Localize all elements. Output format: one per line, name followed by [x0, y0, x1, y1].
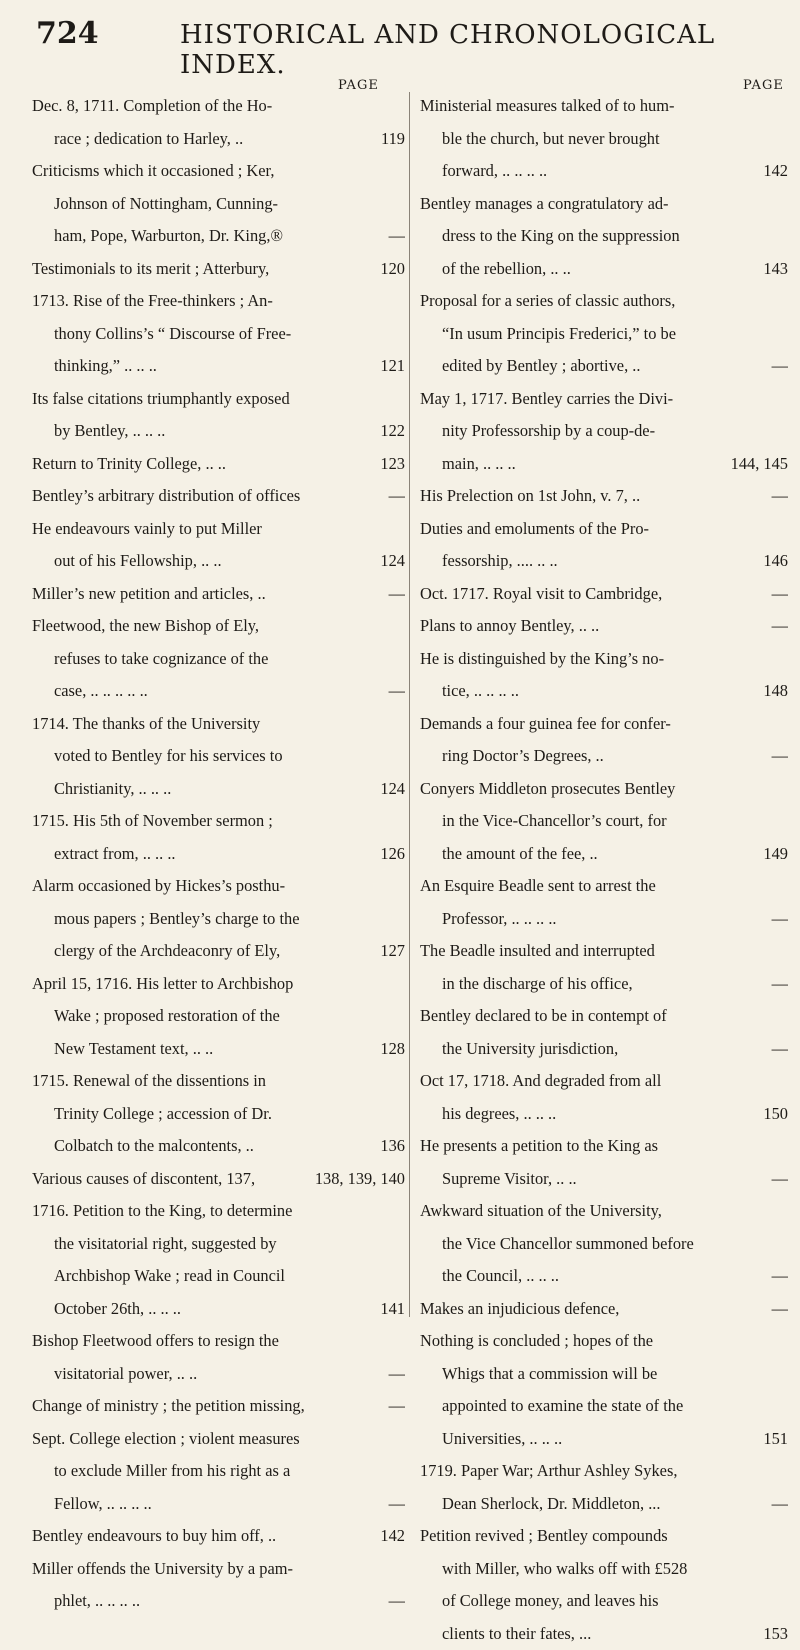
entry-page-ref: 119: [375, 123, 405, 156]
entry-line: [420, 740, 788, 773]
entry-text: May 1, 1717. Bentley carries the Divi-: [420, 383, 788, 416]
index-entry: [32, 1520, 405, 1553]
index-entry: [420, 513, 788, 578]
entry-text: the amount of the fee, ..: [442, 838, 598, 871]
entry-line: [420, 1163, 788, 1196]
entry-line: [420, 968, 788, 1001]
index-entry: [32, 1325, 405, 1390]
entry-line: [32, 1390, 405, 1423]
entry-page-ref: 153: [757, 1618, 788, 1650]
index-entry: [420, 1195, 788, 1293]
entry-text: Awkward situation of the University,: [420, 1195, 788, 1228]
index-entry: [32, 1553, 405, 1618]
index-entry: [32, 155, 405, 253]
entry-text: His Prelection on 1st John, v. 7, ..: [420, 480, 640, 513]
entry-line: [420, 545, 788, 578]
entry-line: [32, 480, 405, 513]
entry-text: Bishop Fleetwood offers to resign the: [32, 1325, 405, 1358]
entry-text: Whigs that a commission will be: [420, 1358, 788, 1391]
entry-page-ref: —: [766, 350, 788, 383]
entry-line: [420, 1098, 788, 1131]
entry-text: with Miller, who walks off with £528: [420, 1553, 788, 1586]
entry-text: out of his Fellowship, .. ..: [54, 545, 222, 578]
index-entry: [32, 480, 405, 513]
entry-text: Fleetwood, the new Bishop of Ely,: [32, 610, 405, 643]
entry-text: Dec. 8, 1711. Completion of the Ho-: [32, 90, 405, 123]
entry-line: [32, 1488, 405, 1521]
entry-text: in the Vice-Chancellor’s court, for: [420, 805, 788, 838]
entry-text: edited by Bentley ; abortive, ..: [442, 350, 640, 383]
entry-text: Alarm occasioned by Hickes’s posthu-: [32, 870, 405, 903]
entry-line: [32, 1033, 405, 1066]
entry-text: by Bentley, .. .. ..: [54, 415, 165, 448]
entry-text: Fellow, .. .. .. ..: [54, 1488, 152, 1521]
entry-line: [32, 123, 405, 156]
index-entry: [420, 1325, 788, 1455]
entry-line: [420, 610, 788, 643]
index-entry: [32, 1163, 405, 1196]
entry-page-ref: 138, 139, 140: [309, 1163, 405, 1196]
entry-line: [32, 773, 405, 806]
entry-page-ref: —: [766, 1293, 788, 1326]
entry-page-ref: —: [766, 1488, 788, 1521]
entry-text: Professor, .. .. .. ..: [442, 903, 557, 936]
entry-line: [420, 1293, 788, 1326]
index-entry: [420, 1520, 788, 1650]
entry-line: [32, 1585, 405, 1618]
entry-text: thinking,” .. .. ..: [54, 350, 157, 383]
entry-text: He is distinguished by the King’s no-: [420, 643, 788, 676]
entry-text: Its false citations triumphantly exposed: [32, 383, 405, 416]
page-number: 724: [36, 16, 99, 51]
index-entry: [32, 1390, 405, 1423]
entry-page-ref: 121: [374, 350, 405, 383]
entry-page-ref: —: [766, 578, 788, 611]
entry-text: 1715. His 5th of November sermon ;: [32, 805, 405, 838]
entry-text: Universities, .. .. ..: [442, 1423, 562, 1456]
entry-text: in the discharge of his office,: [442, 968, 633, 1001]
entry-page-ref: —: [383, 1488, 405, 1521]
entry-text: extract from, .. .. ..: [54, 838, 176, 871]
right-column: [420, 90, 788, 1650]
entry-page-ref: 148: [757, 675, 788, 708]
entry-text: nity Professorship by a coup-de-: [420, 415, 788, 448]
index-entry: [32, 90, 405, 155]
entry-line: [32, 935, 405, 968]
entry-text: Makes an injudicious defence,: [420, 1293, 619, 1326]
entry-text: Change of ministry ; the petition missing,: [32, 1390, 305, 1423]
entry-page-ref: 124: [374, 545, 405, 578]
entry-page-ref: 127: [374, 935, 405, 968]
entry-text: 1716. Petition to the King, to determine: [32, 1195, 405, 1228]
index-entry: [32, 448, 405, 481]
entry-text: Various causes of discontent, 137,: [32, 1163, 255, 1196]
entry-line: [32, 545, 405, 578]
entry-page-ref: —: [383, 675, 405, 708]
index-entry: [420, 1065, 788, 1130]
entry-text: “In usum Principis Frederici,” to be: [420, 318, 788, 351]
entry-page-ref: —: [383, 480, 405, 513]
entry-text: forward, .. .. .. ..: [442, 155, 547, 188]
entry-text: voted to Bentley for his services to: [32, 740, 405, 773]
entry-text: mous papers ; Bentley’s charge to the: [32, 903, 405, 936]
entry-text: Miller offends the University by a pam-: [32, 1553, 405, 1586]
entry-text: ring Doctor’s Degrees, ..: [442, 740, 604, 773]
entry-line: [420, 903, 788, 936]
entry-text: Bentley manages a congratulatory ad-: [420, 188, 788, 221]
entry-text: Testimonials to its merit ; Atterbury,: [32, 253, 269, 286]
entry-text: Duties and emoluments of the Pro-: [420, 513, 788, 546]
entry-text: the visitatorial right, suggested by: [32, 1228, 405, 1261]
entry-page-ref: —: [766, 610, 788, 643]
entry-text: of College money, and leaves his: [420, 1585, 788, 1618]
entry-text: thony Collins’s “ Discourse of Free-: [32, 318, 405, 351]
entry-line: [32, 350, 405, 383]
entry-page-ref: —: [766, 1033, 788, 1066]
index-entry: [420, 708, 788, 773]
entry-page-ref: —: [383, 1358, 405, 1391]
entry-line: [420, 448, 788, 481]
entry-text: Bentley’s arbitrary distribution of offices: [32, 480, 300, 513]
entry-text: Archbishop Wake ; read in Council: [32, 1260, 405, 1293]
entry-line: [420, 1260, 788, 1293]
entry-page-ref: 142: [374, 1520, 405, 1553]
entry-text: Proposal for a series of classic authors,: [420, 285, 788, 318]
entry-line: [420, 1618, 788, 1650]
entry-text: Johnson of Nottingham, Cunning-: [32, 188, 405, 221]
entry-line: [32, 675, 405, 708]
entry-line: [420, 675, 788, 708]
index-entry: [32, 805, 405, 870]
entry-text: 1714. The thanks of the University: [32, 708, 405, 741]
index-entry: [420, 188, 788, 286]
index-entry: [420, 285, 788, 383]
index-entry: [420, 1455, 788, 1520]
entry-line: [32, 253, 405, 286]
entry-line: [32, 1293, 405, 1326]
entry-page-ref: 151: [757, 1423, 788, 1456]
entry-page-ref: 122: [374, 415, 405, 448]
left-column: [32, 90, 405, 1618]
entry-line: [32, 838, 405, 871]
entry-text: Oct. 1717. Royal visit to Cambridge,: [420, 578, 662, 611]
entry-text: New Testament text, .. ..: [54, 1033, 213, 1066]
entry-line: [420, 1033, 788, 1066]
index-entry: [420, 870, 788, 935]
index-entry: [420, 1293, 788, 1326]
entry-page-ref: —: [766, 480, 788, 513]
entry-text: clergy of the Archdeaconry of Ely,: [54, 935, 280, 968]
entry-text: his degrees, .. .. ..: [442, 1098, 556, 1131]
entry-text: Christianity, .. .. ..: [54, 773, 171, 806]
entry-line: [32, 1520, 405, 1553]
entry-line: [32, 220, 405, 253]
entry-line: [32, 448, 405, 481]
column-divider: [409, 92, 410, 1317]
entry-text: Oct 17, 1718. And degraded from all: [420, 1065, 788, 1098]
index-entry: [420, 1130, 788, 1195]
entry-text: appointed to examine the state of the: [420, 1390, 788, 1423]
entry-page-ref: —: [766, 740, 788, 773]
index-entry: [32, 968, 405, 1066]
entry-text: fessorship, .... .. ..: [442, 545, 558, 578]
index-entry: [32, 1195, 405, 1325]
entry-page-ref: 142: [757, 155, 788, 188]
entry-text: Wake ; proposed restoration of the: [32, 1000, 405, 1033]
entry-page-ref: —: [766, 1163, 788, 1196]
index-entry: [32, 610, 405, 708]
page-column-heading-right: PAGE: [743, 78, 784, 93]
entry-text: phlet, .. .. .. ..: [54, 1585, 140, 1618]
index-entry: [32, 383, 405, 448]
entry-line: [420, 155, 788, 188]
entry-text: Supreme Visitor, .. ..: [442, 1163, 577, 1196]
entry-page-ref: 126: [374, 838, 405, 871]
index-entry: [32, 1065, 405, 1163]
entry-text: Colbatch to the malcontents, ..: [54, 1130, 254, 1163]
entry-line: [32, 578, 405, 611]
entry-text: Ministerial measures talked of to hum-: [420, 90, 788, 123]
entry-page-ref: —: [766, 903, 788, 936]
entry-text: 1719. Paper War; Arthur Ashley Sykes,: [420, 1455, 788, 1488]
entry-text: the Vice Chancellor summoned before: [420, 1228, 788, 1261]
entry-text: October 26th, .. .. ..: [54, 1293, 181, 1326]
entry-text: He endeavours vainly to put Miller: [32, 513, 405, 546]
entry-text: Bentley endeavours to buy him off, ..: [32, 1520, 276, 1553]
entry-text: refuses to take cognizance of the: [32, 643, 405, 676]
index-entry: [32, 513, 405, 578]
entry-text: of the rebellion, .. ..: [442, 253, 571, 286]
entry-page-ref: —: [766, 968, 788, 1001]
entry-text: An Esquire Beadle sent to arrest the: [420, 870, 788, 903]
entry-page-ref: —: [383, 1585, 405, 1618]
entry-text: Petition revived ; Bentley compounds: [420, 1520, 788, 1553]
index-entry: [32, 870, 405, 968]
entry-text: Return to Trinity College, .. ..: [32, 448, 226, 481]
page-column-heading-left: PAGE: [338, 78, 379, 93]
entry-text: to exclude Miller from his right as a: [32, 1455, 405, 1488]
entry-line: [420, 350, 788, 383]
entry-page-ref: 124: [374, 773, 405, 806]
entry-text: Dean Sherlock, Dr. Middleton, ...: [442, 1488, 661, 1521]
entry-line: [32, 415, 405, 448]
entry-line: [420, 253, 788, 286]
entry-text: ble the church, but never brought: [420, 123, 788, 156]
entry-line: [420, 480, 788, 513]
index-entry: [32, 253, 405, 286]
entry-page-ref: 141: [374, 1293, 405, 1326]
index-entry: [32, 285, 405, 383]
entry-text: main, .. .. ..: [442, 448, 516, 481]
entry-text: the Council, .. .. ..: [442, 1260, 559, 1293]
index-entry: [420, 90, 788, 188]
entry-text: Plans to annoy Bentley, .. ..: [420, 610, 599, 643]
entry-text: case, .. .. .. .. ..: [54, 675, 148, 708]
index-entry: [420, 610, 788, 643]
entry-text: Miller’s new petition and articles, ..: [32, 578, 266, 611]
index-entry: [32, 578, 405, 611]
entry-text: tice, .. .. .. ..: [442, 675, 519, 708]
entry-page-ref: —: [383, 1390, 405, 1423]
entry-text: Conyers Middleton prosecutes Bentley: [420, 773, 788, 806]
entry-line: [32, 1163, 405, 1196]
entry-page-ref: 136: [374, 1130, 405, 1163]
entry-text: race ; dedication to Harley, ..: [54, 123, 243, 156]
index-entry: [32, 1423, 405, 1521]
entry-page-ref: 120: [374, 253, 405, 286]
entry-text: clients to their fates, ...: [442, 1618, 591, 1650]
entry-page-ref: 143: [757, 253, 788, 286]
index-entry: [420, 773, 788, 871]
entry-text: He presents a petition to the King as: [420, 1130, 788, 1163]
entry-text: Sept. College election ; violent measures: [32, 1423, 405, 1456]
entry-text: 1715. Renewal of the dissentions in: [32, 1065, 405, 1098]
entry-page-ref: 128: [374, 1033, 405, 1066]
entry-line: [420, 1488, 788, 1521]
entry-text: Criticisms which it occasioned ; Ker,: [32, 155, 405, 188]
entry-text: 1713. Rise of the Free-thinkers ; An-: [32, 285, 405, 318]
index-entry: [420, 935, 788, 1000]
entry-text: Demands a four guinea fee for confer-: [420, 708, 788, 741]
entry-text: Nothing is concluded ; hopes of the: [420, 1325, 788, 1358]
entry-text: dress to the King on the suppression: [420, 220, 788, 253]
entry-line: [32, 1358, 405, 1391]
entry-line: [420, 578, 788, 611]
entry-text: ham, Pope, Warburton, Dr. King,®: [54, 220, 283, 253]
entry-line: [420, 838, 788, 871]
entry-page-ref: 149: [757, 838, 788, 871]
entry-page-ref: 150: [757, 1098, 788, 1131]
entry-page-ref: —: [766, 1260, 788, 1293]
index-entry: [32, 708, 405, 806]
running-head: HISTORICAL AND CHRONOLOGICAL INDEX.: [180, 20, 800, 80]
entry-text: The Beadle insulted and interrupted: [420, 935, 788, 968]
index-entry: [420, 578, 788, 611]
entry-page-ref: 146: [757, 545, 788, 578]
entry-text: Bentley declared to be in contempt of: [420, 1000, 788, 1033]
index-entry: [420, 480, 788, 513]
index-entry: [420, 1000, 788, 1065]
entry-text: visitatorial power, .. ..: [54, 1358, 197, 1391]
entry-page-ref: 123: [374, 448, 405, 481]
entry-line: [32, 1130, 405, 1163]
entry-text: April 15, 1716. His letter to Archbishop: [32, 968, 405, 1001]
entry-line: [420, 1423, 788, 1456]
entry-page-ref: —: [383, 578, 405, 611]
entry-text: Trinity College ; accession of Dr.: [32, 1098, 405, 1131]
index-entry: [420, 383, 788, 481]
entry-text: the University jurisdiction,: [442, 1033, 618, 1066]
entry-page-ref: 144, 145: [725, 448, 788, 481]
entry-page-ref: —: [383, 220, 405, 253]
index-entry: [420, 643, 788, 708]
